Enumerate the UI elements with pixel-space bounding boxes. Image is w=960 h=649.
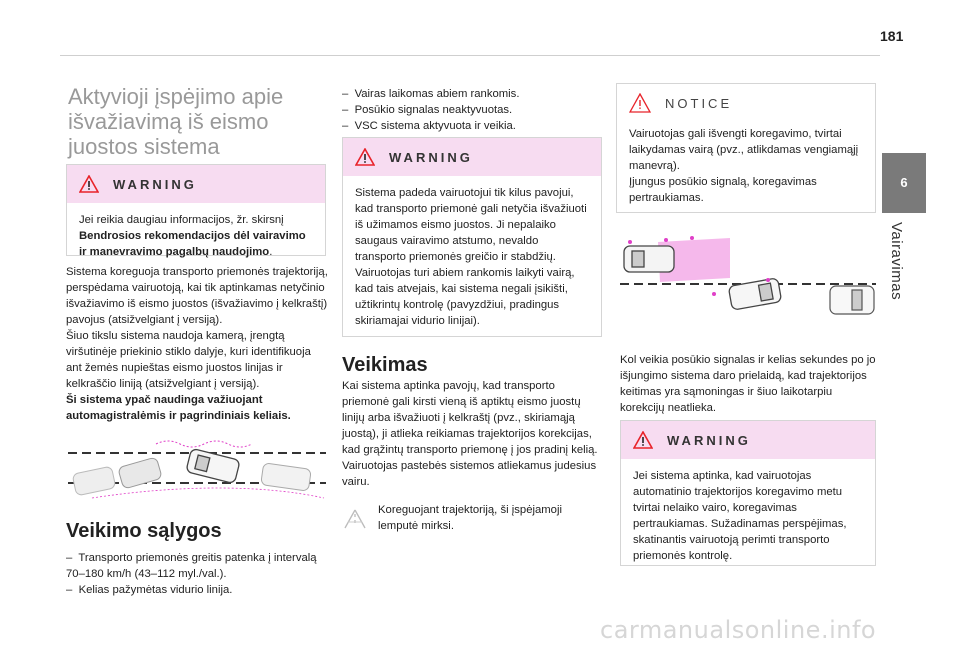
warning-icon: [633, 431, 653, 449]
indicator-note: [342, 502, 604, 534]
car-front: [830, 286, 874, 314]
car-left: [624, 246, 674, 272]
indicator-note-text: Koreguojant trajektoriją, ši įspėjamoji lemputė mirksi.: [378, 504, 562, 532]
car-ghost-1: [72, 466, 116, 496]
warning-icon: [79, 175, 99, 193]
notice-heading: NOTICE: [665, 95, 733, 111]
warning-heading: WARNING: [389, 149, 473, 165]
lane-correction-illustration: [68, 436, 326, 502]
warning-icon: [355, 148, 375, 166]
car-turning: [728, 278, 781, 310]
left-body: [66, 264, 328, 424]
warning-heading: WARNING: [667, 432, 751, 448]
title-line-3: juostos sistema: [68, 134, 220, 159]
chapter-label: Vairavimas: [888, 222, 905, 301]
list-item: – Transporto priemonės greitis patenka į intervalą 70–180 km/h (43–112 myl./val.).: [66, 552, 317, 580]
notice-header: [617, 84, 875, 122]
paragraph-bold: Ši sistema ypač naudinga važiuojant automagistralėmis ir pagrindiniais keliais.: [66, 394, 291, 422]
warning-box-1: [66, 164, 326, 256]
page-title: [68, 84, 328, 159]
operation-body: [342, 378, 604, 490]
warning-text: Sistema padeda vairuotojui tik kilus pavojui, kad transporto priemonė gali netyčia išvažiuoti iš užimamos eismo juostos. Ji nepalaiko saugaus vairavimo atstumo, nevaldo transporto priemonės greičio ir stabdžių.: [355, 187, 587, 263]
warning-text: Jei reikia daugiau informacijos, žr. skirsnį: [79, 214, 284, 226]
warning-box-2: [342, 137, 602, 337]
warning-body: [621, 459, 875, 574]
warning-body: [67, 203, 325, 270]
warning-header: [343, 138, 601, 176]
warning-text: Jei sistema aptinka, kad vairuotojas automatinio trajektorijos koregavimo metu tvirtai nelaiko vairo, koregavimas pertraukiamas. Sužadinamas perspėjimas, skatinantis vairuotoją perimti transporto priemonės kontrolę.: [633, 470, 847, 562]
page-number: 181: [880, 28, 904, 44]
notice-box: [616, 83, 876, 213]
section-title-conditions: Veikimo sąlygos: [66, 520, 222, 542]
paragraph: Šiuo tikslu sistema naudoja kamerą, įrengtą viršutinėje priekinio stiklo dalyje, kuri identifikuoja ant žemės nupieštas eismo juostos linijas ir kelkraščio liniją (atsižvelgiant į versiją).: [66, 330, 311, 390]
conditions-list: [66, 550, 328, 598]
conditions-list-cont: [342, 86, 604, 134]
paragraph: Kai sistema aptinka pavojų, kad transporto priemonė gali kirsti vieną iš aptiktų eismo juostų linijų arba išvažiuoti į kelkraštį (pvz., skiriamąją juostą), ji atlieka reikiamas trajektorijos korekcijas, kad grąžintų transporto priemonę į jos pradinį kelią.: [342, 380, 598, 456]
warning-text-end: .: [269, 246, 273, 258]
notice-text: Įjungus posūkio signalą, koregavimas pertraukiamas.: [629, 176, 817, 204]
watermark: carmanualsonline.info: [600, 616, 877, 644]
list-item: – Posūkio signalas neaktyvuotas.: [342, 104, 513, 116]
top-divider: [60, 55, 880, 56]
paragraph: Vairuotojas pastebės sistemos atliekamus judesius vairu.: [342, 460, 597, 488]
right-paragraph: Kol veikia posūkio signalas ir kelias sekundes po jo išjungimo sistema daro prielaidą, kad trajektorijos keitimas yra sąmoningas ir šiuo laikotarpiu korekcijų neatlieka.: [620, 354, 876, 414]
warning-header: [67, 165, 325, 203]
list-item: – Vairas laikomas abiem rankomis.: [342, 88, 520, 100]
title-line-2: išvažiavimą iš eismo: [68, 109, 269, 134]
lane-warning-lamp-icon: [342, 508, 368, 530]
warning-header: [621, 421, 875, 459]
warning-heading: WARNING: [113, 176, 197, 192]
title-line-1: Aktyvioji įspėjimo apie: [68, 84, 284, 109]
car-ghost-2: [118, 457, 163, 489]
warning-text: Vairuotojas turi abiem rankomis laikyti vairą, kad tais atvejais, kai sistema negali įsikišti, užtikrintų kontrolę (pavyzdžiui, pradingus skiriamajai vidurio linijai).: [355, 267, 575, 327]
car-main: [186, 448, 240, 483]
chapter-tab[interactable]: 6: [882, 153, 926, 213]
warning-body: [343, 176, 601, 339]
list-item: – Kelias pažymėtas vidurio linija.: [66, 584, 233, 596]
notice-text: Vairuotojas gali išvengti koregavimo, tvirtai laikydamas vairą (pvz., atlikdamas vengiamąjį manevrą).: [629, 128, 859, 172]
warning-box-3: [620, 420, 876, 566]
turn-signal-illustration: [620, 228, 876, 320]
list-item: – VSC sistema aktyvuota ir veikia.: [342, 120, 516, 132]
notice-icon: [629, 93, 651, 113]
notice-body: [617, 122, 875, 216]
paragraph: Sistema koreguoja transporto priemonės trajektoriją, perspėdama vairuotoją, kai tik aptinkamas netyčinio išvažiavimo iš eismo juostos (išvažiavimo į kelkraštį) pavojus (atsižvelgiant į versiją).: [66, 266, 328, 326]
section-title-operation: Veikimas: [342, 354, 428, 376]
warning-link-text[interactable]: Bendrosios rekomendacijos dėl vairavimo ir manevravimo pagalbų naudojimo: [79, 230, 306, 258]
car-ghost-3: [261, 463, 312, 491]
